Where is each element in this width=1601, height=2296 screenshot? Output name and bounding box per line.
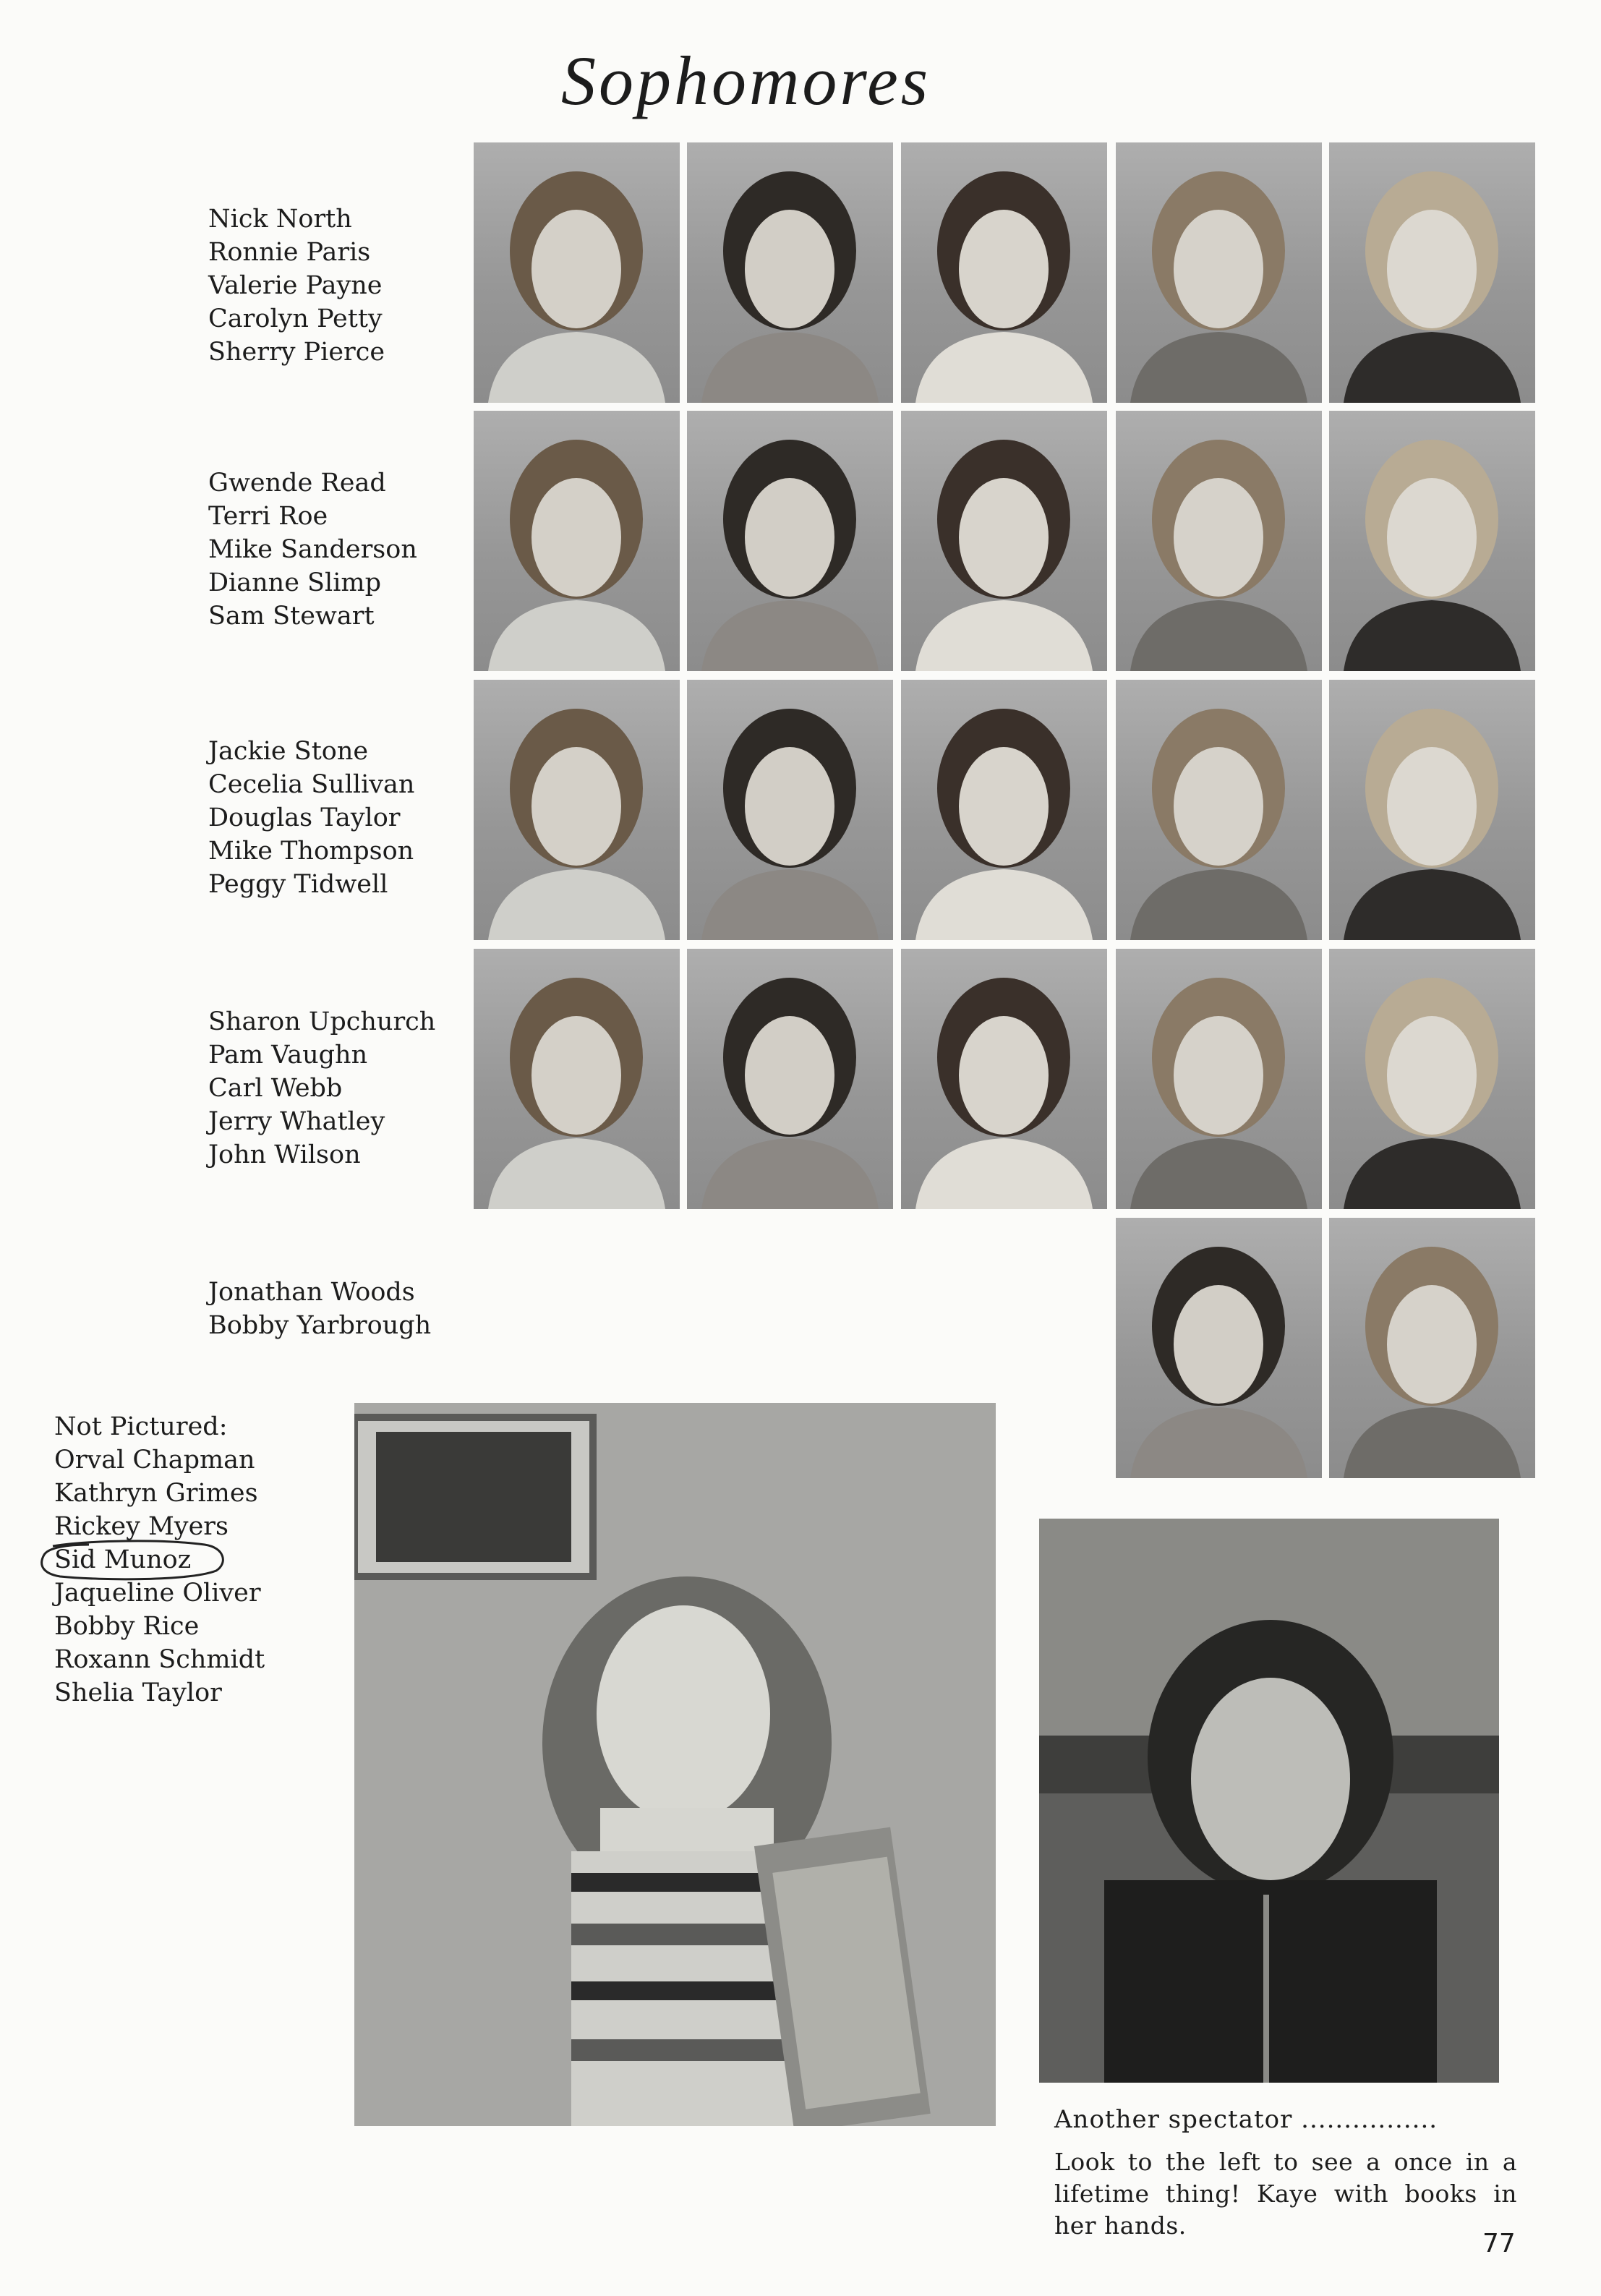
name-list-row-1 — [208, 202, 385, 369]
student-name: Orval Chapman — [54, 1446, 255, 1475]
student-portrait — [1329, 1218, 1535, 1478]
candid-photo-spectator — [1039, 1519, 1499, 2083]
student-portrait — [1116, 1218, 1322, 1478]
student-name: Cecelia Sullivan — [208, 770, 415, 799]
pen-circle-annotation — [54, 1543, 191, 1576]
student-name: Valerie Payne — [208, 271, 383, 300]
page-number: 77 — [1482, 2229, 1516, 2258]
name-list-row-2 — [208, 466, 417, 633]
student-portrait — [474, 411, 680, 671]
student-name: Douglas Taylor — [208, 803, 401, 832]
circled-name — [54, 1543, 265, 1576]
student-portrait — [1329, 680, 1535, 940]
student-name: Roxann Schmidt — [54, 1645, 265, 1674]
candid-photo-girl-with-books — [354, 1403, 996, 2126]
student-portrait — [687, 680, 893, 940]
student-name: Dianne Slimp — [208, 568, 382, 597]
student-name: Sherry Pierce — [208, 338, 385, 367]
student-portrait — [687, 949, 893, 1209]
student-name: Mike Sanderson — [208, 535, 417, 564]
student-portrait — [1116, 411, 1322, 671]
student-name: Bobby Rice — [54, 1612, 200, 1641]
student-name: Nick North — [208, 205, 352, 234]
not-pictured-list — [54, 1410, 265, 1710]
student-name: Carl Webb — [208, 1074, 343, 1103]
student-portrait — [687, 142, 893, 403]
student-name: Sam Stewart — [208, 602, 375, 631]
student-name: John Wilson — [208, 1140, 361, 1169]
student-portrait — [901, 142, 1107, 403]
student-name: Terri Roe — [208, 502, 328, 531]
student-portrait — [474, 949, 680, 1209]
name-list-row-3 — [208, 735, 414, 901]
student-name: Carolyn Petty — [208, 304, 383, 333]
student-name: Mike Thompson — [208, 837, 414, 866]
student-name: Gwende Read — [208, 469, 386, 498]
student-name: Bobby Yarbrough — [208, 1311, 432, 1340]
student-portrait — [1329, 411, 1535, 671]
student-name: Rickey Myers — [54, 1512, 229, 1541]
name-list-row-4 — [208, 1005, 435, 1172]
student-portrait — [1116, 142, 1322, 403]
student-name: Sid Munoz — [54, 1545, 192, 1574]
pen-circle-icon — [38, 1539, 228, 1581]
student-portrait — [901, 949, 1107, 1209]
student-name: Peggy Tidwell — [208, 870, 388, 899]
caption-body: Look to the left to see a once in a lifetime thing! Kaye with books in her hands. — [1054, 2148, 1517, 2240]
student-name: Shelia Taylor — [54, 1678, 222, 1707]
caption-title: Another spectator ................ — [1054, 2105, 1438, 2134]
student-portrait — [1116, 680, 1322, 940]
student-name: Ronnie Paris — [208, 238, 371, 267]
student-name: Jaqueline Oliver — [54, 1579, 261, 1608]
student-name: Jerry Whatley — [208, 1107, 385, 1136]
student-portrait — [901, 411, 1107, 671]
student-portrait — [474, 142, 680, 403]
student-portrait — [1116, 949, 1322, 1209]
student-name: Kathryn Grimes — [54, 1479, 258, 1508]
student-name: Sharon Upchurch — [208, 1007, 436, 1036]
student-name: Jonathan Woods — [208, 1278, 415, 1307]
name-list-row-5 — [208, 1276, 431, 1342]
student-portrait — [901, 680, 1107, 940]
page-title: Sophomores — [561, 42, 931, 119]
student-portrait — [1329, 949, 1535, 1209]
not-pictured-heading: Not Pictured: — [54, 1412, 228, 1441]
student-portrait — [1329, 142, 1535, 403]
student-name: Pam Vaughn — [208, 1041, 368, 1070]
student-portrait — [474, 680, 680, 940]
student-portrait — [687, 411, 893, 671]
student-name: Jackie Stone — [208, 737, 369, 766]
